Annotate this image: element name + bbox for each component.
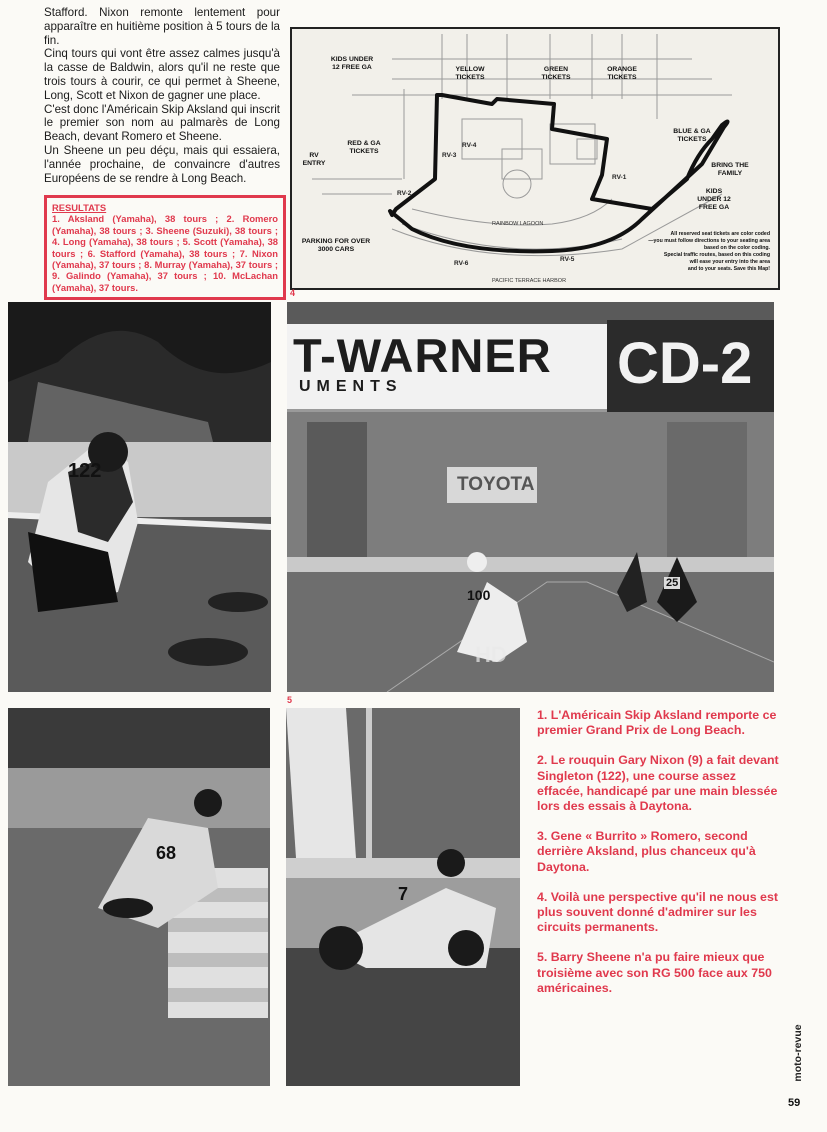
rider-number: 7 [398, 884, 409, 904]
rider-number: 68 [156, 843, 177, 863]
caption: 4. Voilà une perspective qu'il ne nous est plus souvent donné d'admirer sur les circuits permanents. [537, 889, 778, 935]
rider-number: 25 [666, 577, 679, 589]
caption: 2. Le rouquin Gary Nixon (9) a fait devant Singleton (122), une course assez effacée, handicapé par une main blessée lors des essais à Daytona. [537, 753, 779, 814]
rv-label: RV-5 [560, 256, 575, 263]
map-label-blue: TICKETS [677, 136, 707, 143]
caption: 1. L'Américain Skip Aksland remporte ce premier Grand Prix de Long Beach. [537, 708, 777, 738]
photo-rider-sheene [286, 708, 520, 1086]
map-label-kids-right: UNDER 12 [697, 196, 731, 203]
watermark: HD [475, 642, 507, 667]
harbor-label: PACIFIC TERRACE HARBOR [492, 278, 567, 284]
map-note: All reserved seat tickets are color coded [670, 231, 770, 237]
map-label-family: FAMILY [717, 170, 743, 177]
photo-long-beach-straight [287, 302, 774, 692]
map-label-rv-entry: ENTRY [302, 160, 326, 167]
caption: 3. Gene « Burrito » Romero, second derrière Aksland, plus chanceux qu'à Daytona. [537, 829, 756, 874]
article-paragraph: Un Sheene un peu déçu, mais qui essaiera, l'année prochaine, de convaincre d'autres Européens de se rendre à Long Beach. [44, 143, 280, 185]
photo-number: 4 [290, 288, 296, 298]
map-label-green: GREEN [543, 66, 569, 73]
rv-label: RV-4 [462, 142, 477, 149]
page-number: 59 [788, 1097, 801, 1109]
map-note: —you must follow directions to your seating area [648, 238, 770, 244]
map-label-yellow: TICKETS [455, 74, 485, 81]
circuit-map-drawing [292, 29, 778, 288]
map-label-kids-right: KIDS [705, 188, 723, 195]
map-label-yellow: YELLOW [455, 66, 485, 73]
map-note: will ease your entry into the area [689, 259, 770, 265]
rv-label: RV-3 [442, 152, 457, 159]
map-label-rv-entry: RV [309, 152, 319, 159]
map-label-blue: BLUE & GA [673, 128, 711, 135]
article-paragraph: Stafford. Nixon remonte lentement pour apparaître en huitième position à 5 tours de la fin. [44, 6, 280, 47]
rider-number: 100 [467, 587, 491, 603]
map-label-green: TICKETS [541, 74, 571, 81]
map-label-red: TICKETS [349, 148, 379, 155]
rv-label: RV-1 [612, 174, 627, 181]
banner-text: TOYOTA [457, 474, 535, 495]
map-label-family: BRING THE [711, 162, 749, 169]
rider-number: 122 [68, 460, 102, 482]
map-label-parking: PARKING FOR OVER [301, 238, 371, 245]
magazine-brand-text: moto-revue [792, 1024, 804, 1082]
rv-label: RV-2 [397, 190, 412, 197]
map-label-parking: 3000 CARS [317, 246, 355, 253]
article-paragraph: C'est donc l'Américain Skip Aksland qui inscrit le premier son nom au palmarès de Long Beach, devant Romero et Sheene. [44, 102, 280, 144]
photo-captions [537, 708, 782, 1011]
map-note: and to your seats. Save this Map! [687, 266, 770, 272]
photo-rider-68 [8, 708, 270, 1086]
caption: 5. Barry Sheene n'a pu faire mieux que troisième avec son RG 500 face aux 750 américaines. [537, 950, 772, 995]
banner-text: T-WARNER [293, 329, 552, 382]
lagoon-label: RAINBOW LAGOON [492, 221, 544, 227]
map-label-kids: 12 FREE GA [332, 64, 372, 71]
map-label-kids: KIDS UNDER [330, 56, 374, 63]
map-label-orange: ORANGE [607, 66, 637, 73]
article-text [44, 6, 280, 185]
banner-text: UMENTS [299, 378, 403, 395]
map-note: Special traffic routes, based on this coding [663, 252, 770, 258]
results-box [44, 195, 286, 300]
photo-number: 5 [287, 695, 293, 705]
photo-rider-122 [8, 302, 271, 692]
banner-text: CD-2 [617, 331, 753, 396]
results-title: RESULTATS [52, 202, 107, 213]
map-label-kids-right: FREE GA [698, 204, 730, 211]
results-text: 1. Aksland (Yamaha), 38 tours ; 2. Romero (Yamaha), 38 tours ; 3. Sheene (Suzuki), 38 tours ; 4. Long (Yamaha), 38 tours ; 5. Scott (Yamaha), 38 tours ; 6. Stafford (Yamaha), 38 tours ; 7. Nixon (Yamaha), 37 tours ; 8. Murray (Yamaha), 37 tours ; 9. Galindo (Yamaha), 37 tours ; 10. McLachan (Yamaha), 37 tours. [52, 213, 278, 293]
rv-label: RV-6 [454, 260, 469, 267]
map-note: based on the color coding. [703, 245, 770, 251]
map-label-red: RED & GA [347, 140, 381, 147]
circuit-map [290, 27, 780, 290]
map-label-orange: TICKETS [607, 74, 637, 81]
article-paragraph: Cinq tours qui vont être assez calmes jusqu'à la casse de Baldwin, alors qu'il ne reste que trois tours à courir, ce qui permet à Sheene, Long, Scott et Nixon de gagner une place. [44, 47, 280, 102]
magazine-brand [790, 1020, 806, 1090]
